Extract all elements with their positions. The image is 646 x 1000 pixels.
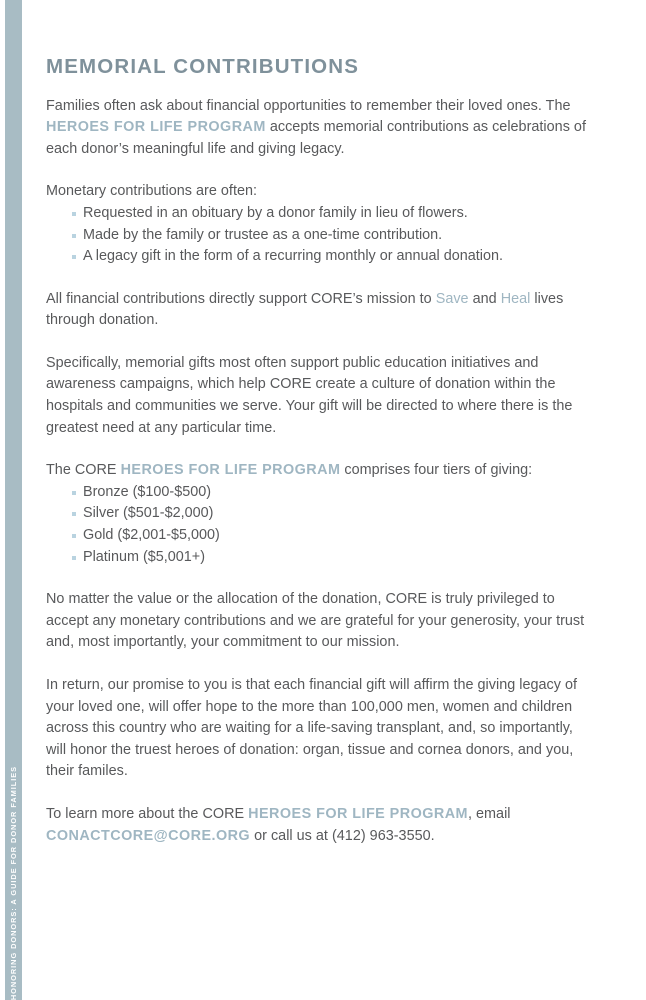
contact-text-part2: , email [467, 805, 511, 822]
contact-paragraph [46, 804, 586, 847]
monetary-lead: Monetary contributions are often: [46, 183, 258, 200]
tiers-lead [46, 460, 586, 482]
spacer [46, 783, 586, 804]
spacer [46, 568, 586, 589]
spacer [46, 160, 586, 181]
spacer [46, 79, 586, 96]
no-matter-paragraph: No matter the value or the allocation of the donation, CORE is truly privileged to accept any monetary contributions and we are grateful for your generosity, your trust and, most importantly, your commitment to our mission. [46, 591, 585, 651]
contact-text-part3: or call us at (412) 963-3550. [250, 827, 435, 844]
list-item: Silver ($501-$2,000) [72, 503, 586, 525]
list-item: Made by the family or trustee as a one-time contribution. [72, 225, 586, 247]
spacer [46, 268, 586, 289]
heroes-for-life-program-highlight: HEROES FOR LIFE PROGRAM [120, 462, 341, 479]
in-return-paragraph: In return, our promise to you is that each financial gift will affirm the giving legacy of your loved one, will offer hope to the more than 100,000 men, women and children across this country who are waiting for a life-saving transplant, and, so importantly, will honor the truest heroes of donation: organ, tissue and cornea donors, and you, their familes. [46, 677, 578, 780]
mission-paragraph [46, 289, 586, 332]
list-item: Requested in an obituary by a donor family in lieu of flowers. [72, 203, 586, 225]
heal-highlight: Heal [500, 290, 531, 307]
mission-text-part1: All financial contributions directly support CORE’s mission to [46, 290, 436, 307]
heroes-for-life-program-highlight: HEROES FOR LIFE PROGRAM [46, 119, 266, 136]
intro-text-part2: accepts memorial contributions as celebrations of each donor’s meaningful life and giving legacy. [46, 119, 586, 157]
intro-paragraph [46, 96, 586, 161]
tiers-lead-part2: comprises four tiers of giving: [340, 462, 533, 479]
spacer [46, 332, 586, 353]
intro-text-part1: Families often ask about financial opportunities to remember their loved ones. The [46, 97, 571, 114]
mission-text-part2: and [468, 290, 501, 307]
side-tab-label: HONORING DONORS: A GUIDE FOR DONOR FAMILIES [9, 765, 18, 1000]
list-item: Bronze ($100-$500) [72, 482, 586, 504]
spacer [46, 439, 586, 460]
contact-email-link[interactable]: CONACTCORE@CORE.ORG [46, 827, 251, 844]
tiers-bullet-list [46, 482, 586, 568]
list-item: Platinum ($5,001+) [72, 547, 586, 569]
side-tab [5, 0, 22, 1000]
list-item: A legacy gift in the form of a recurring monthly or annual donation. [72, 246, 586, 268]
page-title: MEMORIAL CONTRIBUTIONS [46, 55, 360, 78]
monetary-bullet-list [46, 203, 586, 268]
page-content [46, 0, 586, 1000]
specifically-paragraph: Specifically, memorial gifts most often support public education initiatives and awareness campaigns, which help CORE create a culture of donation within the hospitals and communities we serve. Your gift will be directed to where there is the greatest need at any particular time. [46, 354, 573, 436]
list-item: Gold ($2,001-$5,000) [72, 525, 586, 547]
heroes-for-life-program-highlight: HEROES FOR LIFE PROGRAM [248, 805, 468, 822]
mission-text-part3: lives through donation. [46, 290, 564, 329]
save-highlight: Save [435, 290, 469, 307]
contact-text-part1: To learn more about the CORE [46, 805, 249, 822]
tiers-lead-part1: The CORE [46, 462, 121, 479]
spacer [46, 654, 586, 675]
